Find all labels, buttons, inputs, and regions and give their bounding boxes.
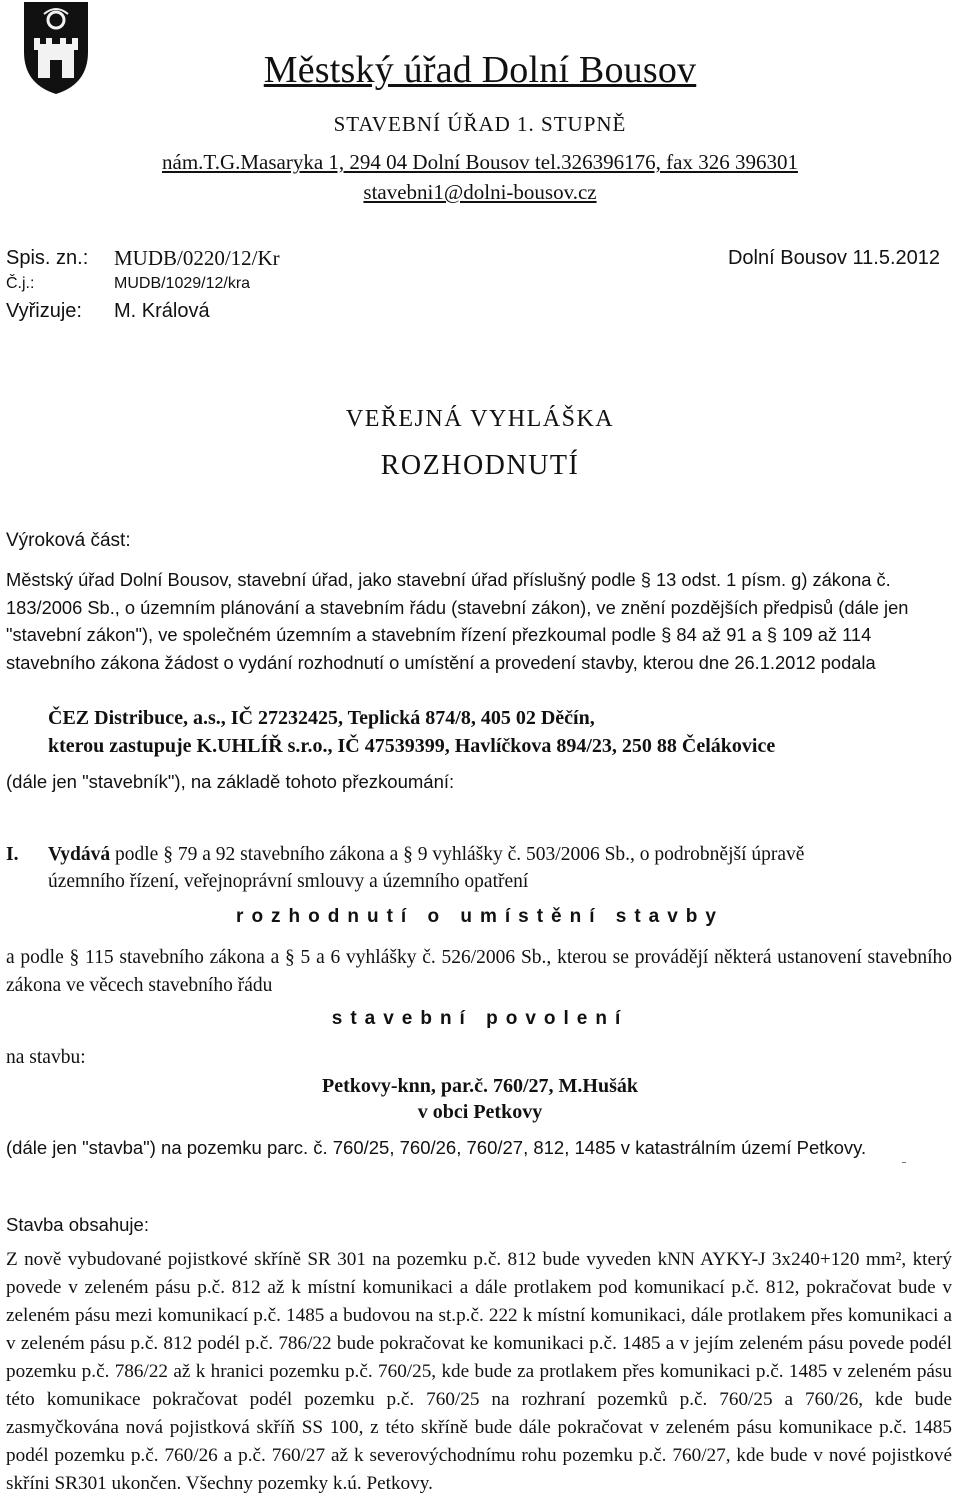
cj-value: MUDB/1029/12/kra [114,275,251,292]
applicant-line-2: kterou zastupuje K.UHLÍŘ s.r.o., IČ 47539399, Havlíčkova 894/23, 250 88 Čelákovice [48,735,776,757]
vyrizuje-label: Vyřizuje: [6,300,82,322]
construction-label: na stavbu: [6,1047,86,1068]
applicant-line-1: ČEZ Distribuce, a.s., IČ 27232425, Teplická 874/8, 405 02 Děčín, [48,707,595,729]
spis-value: MUDB/0220/12/Kr [114,246,280,270]
office-email: stavebni1@dolni-bousov.cz [363,180,597,204]
item-verb: Vydává [48,844,111,865]
item-first-line [48,841,804,869]
item-line-2: územního řízení, veřejnoprávní smlouvy a územního opatření [48,871,529,892]
cj-label: Č.j.: [6,275,35,292]
heading-decision: ROZHODNUTÍ [380,450,580,481]
item-line-1-text: podle § 79 a 92 stavebního zákona a § 9 vyhlášky č. 503/2006 Sb., o podrobnější úpravě [110,844,805,865]
contents-label: Stavba obsahuje: [6,1214,149,1235]
intro-paragraph: Městský úřad Dolní Bousov, stavební úřad, jako stavební úřad příslušný podle § 13 odst. 1 písm. g) zákona č. 183/2006 Sb., o územním plánování a stavebním řádu (stavební zákon), ve znění pozdějších předpisů (dále jen "stavební zákon"), ve společném územním a stavebním řízení přezkoumal podle § 84 až 91 a § 109 až 114 stavebního zákona žádost o vydání rozhodnutí o umístění a provedení stavby, kterou dne 26.1.2012 podala [6,569,909,673]
section-label: Výroková část: [6,530,131,551]
scan-mark [902,1162,906,1163]
construction-place: v obci Petkovy [417,1101,543,1123]
vyrizuje-value: M. Králová [114,300,210,322]
department-name: STAVEBNÍ ÚŘAD 1. STUPNĚ [333,112,627,136]
decision-title: rozhodnutí o umístění stavby [236,906,724,927]
contents-paragraph: Z nově vybudované pojistkové skříně SR 301 na pozemku p.č. 812 bude vyveden kNN AYKY-J 3x240+120 mm², který povede v zeleném pásu p.č. 812 až k místní komunikaci a dále protlakem pod komunikací p.č. 812, pokračovat bude v zeleném pásu mezi komunikací p.č. 1485 a budovou na st.p.č. 222 k místní komunikaci, dále protlakem přes komunikaci a v zeleném pásu p.č. 812 podél p.č. 786/22 bude pokračovat ke komunikaci p.č. 1485 a v jejím zeleném pásu povede podél pozemku p.č. 786/22 až k hranici pozemku p.č. 760/25, kde bude za protlakem přes komunikaci p.č. 1485 v zeleném pásu této komunikace pokračovat podél pozemku p.č. 760/25 na rozhraní pozemků p.č. 760/25 a 760/26, kde bude zasmyčkována nová pojistková skříň SS 100, z této skříně bude dále pokračovat v zeleném pásu komunikace p.č. 1485 podél pozemku p.č. 760/26 a p.č. 760/27 až k severovýchodnímu rohu pozemku p.č. 760/27, kde bude v nové pojistkové skříni SR301 ukončen. Všechny pozemky k.ú. Petkovy. [6,1249,952,1494]
document-date: Dolní Bousov 11.5.2012 [727,247,940,269]
construction-name: Petkovy-knn, par.č. 760/27, M.Hušák [322,1075,638,1097]
permit-title: stavební povolení [331,1008,629,1029]
spis-label: Spis. zn.: [6,247,89,269]
item-number: I. [6,844,19,865]
applicant-note: (dále jen "stavebník"), na základě tohoto přezkoumání: [6,771,455,792]
according-paragraph: a podle § 115 stavebního zákona a § 5 a 6 vyhlášky č. 526/2006 Sb., kterou se provádějí některá ustanovení stavebního zákona ve věcech stavebního řádu [6,947,952,996]
office-title: Městský úřad Dolní Bousov [263,49,697,91]
office-address: nám.T.G.Masaryka 1, 294 04 Dolní Bousov tel.326396176, fax 326 396301 [162,150,798,174]
heading-public-notice: VEŘEJNÁ VYHLÁŠKA [345,406,615,432]
construction-note: (dále jen "stavba") na pozemku parc. č. 760/25, 760/26, 760/27, 812, 1485 v katastrálním území Petkovy. [6,1137,867,1158]
